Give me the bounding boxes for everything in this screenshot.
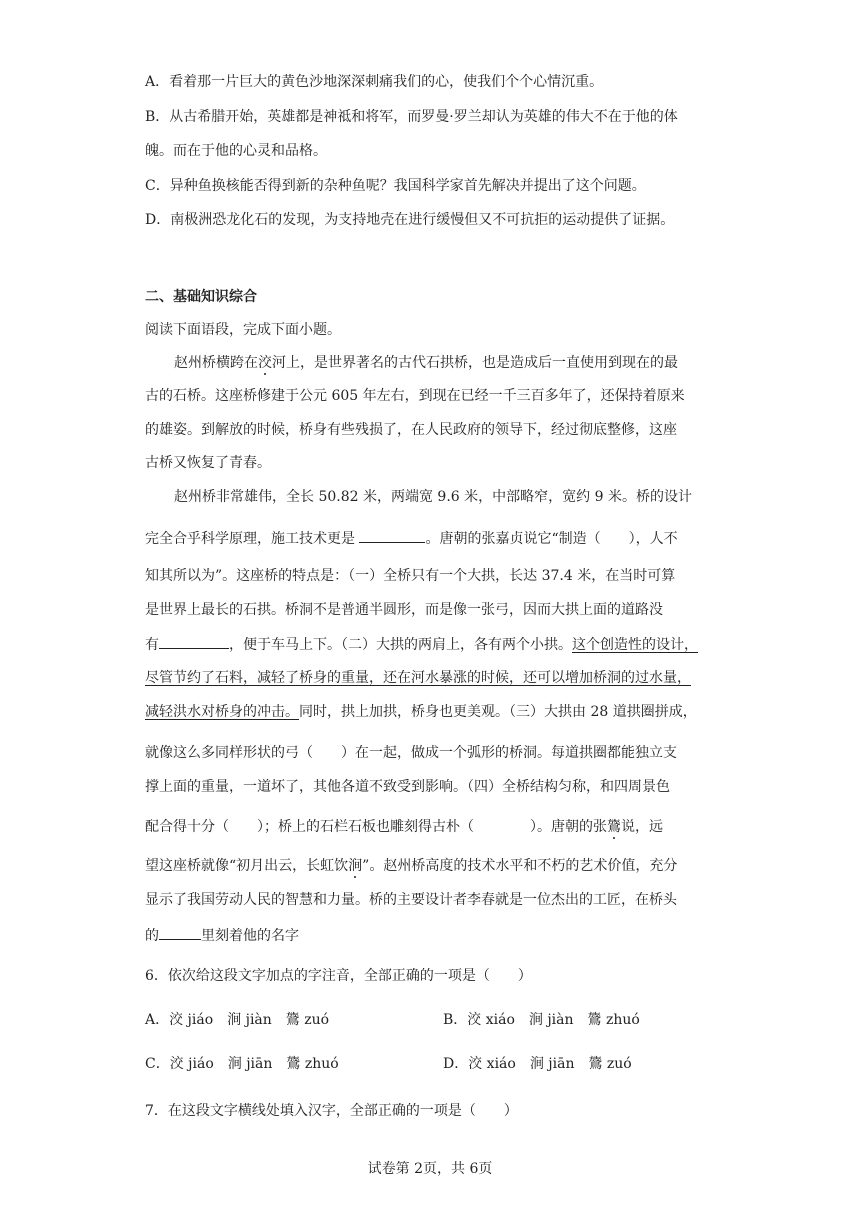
underlined-text: 这个创造性的设计， [572, 637, 698, 653]
option-6d[interactable]: D．洨 xiáo 涧 jiān 鷟 zuó [443, 1056, 632, 1072]
passage-line: 就像这么多同样形状的弓（ ）在一起，做成一个弧形的桥洞。每道拱圈都能独立支 [145, 745, 677, 761]
option-5c: C．异种鱼换核能否得到新的杂种鱼呢？我国科学家首先解决并提出了这个问题。 [145, 178, 646, 194]
passage-line: 知其所以为”。这座桥的特点是：（一）全桥只有一个大拱，长达 37.4 米，在当时可算 [145, 568, 676, 584]
text: 完全合乎科学原理，施工技术更是 [145, 531, 360, 547]
passage-line [145, 634, 698, 655]
option-6c[interactable]: C．洨 jiáo 涧 jiān 鷟 zhuó [145, 1056, 339, 1072]
passage-line [145, 702, 697, 722]
option-5a: A．看着那一片巨大的黄色沙地深深刺痛我们的心，使我们个个心情沉重。 [145, 74, 604, 90]
text: 有 [145, 637, 159, 653]
question-7-stem: 7．在这段文字横线处填入汉字，全部正确的一项是（ ） [145, 1103, 518, 1119]
option-6b[interactable]: B．洨 xiáo 涧 jiàn 鷟 zhuó [443, 1012, 640, 1028]
fill-blank[interactable] [159, 925, 201, 940]
option-6a[interactable]: A．洨 jiáo 涧 jiàn 鷟 zuó [145, 1012, 330, 1028]
passage-line [145, 528, 678, 549]
option-5b-line2: 魄。而在于他的心灵和品格。 [145, 143, 327, 159]
fill-blank[interactable] [159, 634, 229, 649]
passage-line [145, 925, 299, 946]
instruction: 阅读下面语段，完成下面小题。 [145, 322, 341, 338]
option-5b-line1: B．从古希腊开始，英雄都是神祗和将军，而罗曼·罗兰却认为英雄的伟大不在于他的体 [145, 109, 678, 125]
text: 说，远 [621, 819, 663, 835]
text: 赵州桥横跨在 [174, 355, 258, 371]
option-5d: D．南极洲恐龙化石的发现，为支持地壳在进行缓慢但又不可抗拒的运动提供了证据。 [145, 212, 675, 228]
passage-line [174, 353, 678, 373]
passage-line: 古桥又恢复了青春。 [145, 455, 271, 471]
dotted-char: 洨 [258, 355, 272, 371]
text: 河上，是世界著名的古代石拱桥，也是造成后一直使用到现在的最 [272, 355, 678, 371]
question-6-stem: 6．依次给这段文字加点的字注音，全部正确的一项是（ ） [145, 968, 532, 984]
passage-line: 的雄姿。到解放的时候，桥身有些残损了，在人民政府的领导下，经过彻底整修，这座 [145, 422, 677, 438]
text: 里刻着他的名字 [201, 928, 299, 944]
text: 。唐朝的张嘉贞说它“制造（ ），人不 [425, 531, 678, 547]
dotted-char: 鷟 [607, 819, 621, 835]
text: 配合得十分（ ）；桥上的石栏石板也雕刻得古朴（ ）。唐朝的张 [145, 819, 607, 835]
passage-line: 是世界上最长的石拱。桥洞不是普通半圆形，而是像一张弓，因而大拱上面的道路没 [145, 602, 663, 618]
text: 同时，拱上加拱，桥身也更美观。（三）大拱由 28 道拱圈拼成， [299, 704, 697, 720]
fill-blank[interactable] [359, 528, 425, 543]
text: ”。赵州桥高度的技术水平和不朽的艺术价值，充分 [362, 858, 678, 874]
passage-line: 显示了我国劳动人民的智慧和力量。桥的主要设计者李春就是一位杰出的工匠，在桥头 [145, 892, 677, 908]
text: ，便于车马上下。（二）大拱的两肩上，各有两个小拱。 [229, 637, 572, 653]
underlined-text: 减轻洪水对桥身的冲击。 [145, 704, 299, 720]
passage-line [145, 856, 677, 876]
page-footer: 试卷第 2页，共 6页 [367, 1161, 493, 1177]
passage-line: 古的石桥。这座桥修建于公元 605 年左右，到现在已经一千三百多年了，还保持着原来 [145, 388, 685, 404]
dotted-char: 涧 [348, 858, 363, 874]
text: 望这座桥就像“初月出云，长虹饮 [145, 858, 349, 874]
passage-line: 撑上面的重量，一道坏了，其他各道不致受到影响。（四）全桥结构匀称，和四周景色 [145, 779, 670, 795]
section-title: 二、基础知识综合 [145, 289, 257, 305]
passage-line: 赵州桥非常雄伟，全长 50.82 米，两端宽 9.6 米，中部略窄，宽约 9 米。桥的设计 [174, 489, 692, 505]
text: 的 [145, 928, 159, 944]
passage-line [145, 817, 663, 837]
underlined-text: 尽管节约了石料，减轻了桥身的重量，还在河水暴涨的时候，还可以增加桥洞的过水量， [145, 670, 691, 686]
